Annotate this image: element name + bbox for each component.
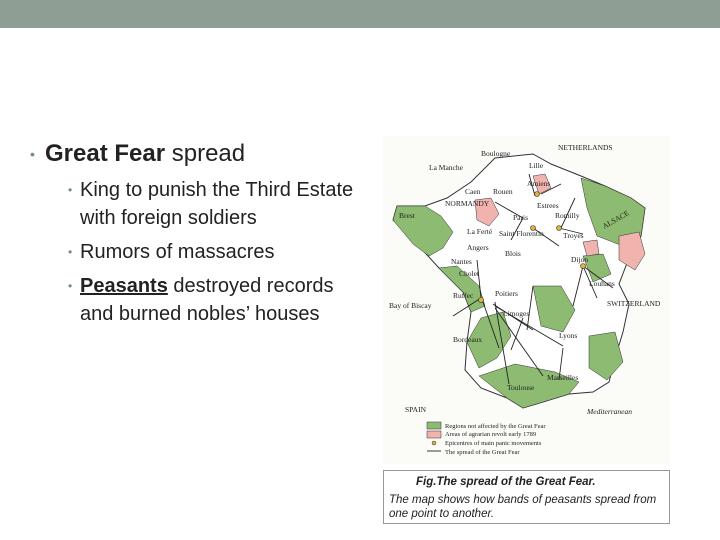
sub-bullet-rest: destroyed records and burned nobles’ houses: [80, 275, 334, 325]
label-toulouse: Toulouse: [507, 383, 535, 392]
label-marseilles: Marseilles: [547, 373, 579, 382]
label-poitiers: Poitiers: [495, 289, 518, 298]
legend-item-revolt: Areas of agrarian revolt early 1789: [445, 431, 537, 438]
sub-bullet-2: [30, 238, 360, 266]
label-la-manche: La Manche: [429, 163, 463, 172]
peasants-term: Peasants: [80, 275, 168, 297]
label-louhans: Louhans: [589, 279, 615, 288]
figure-caption: [383, 470, 670, 524]
caption-label: Fig.: [416, 476, 437, 488]
sub-bullet-3: [30, 272, 360, 328]
label-ruffec: Ruffec: [453, 291, 474, 300]
label-brest: Brest: [399, 211, 415, 220]
label-dijon: Dijon: [571, 255, 589, 264]
label-blois: Blois: [505, 249, 521, 258]
bullet-dot: •: [30, 146, 35, 162]
main-bullet: [30, 138, 360, 170]
label-bay-of-biscay: Bay of Biscay: [389, 301, 432, 310]
label-angers: Angers: [467, 243, 489, 252]
label-switzerland: SWITZERLAND: [607, 299, 661, 308]
france-map-svg: [383, 136, 670, 464]
top-accent-bar: [0, 0, 720, 28]
sub-bullet-1: [30, 176, 360, 232]
label-lyons: Lyons: [559, 331, 578, 340]
label-normandy: NORMANDY: [445, 199, 490, 208]
label-spain: SPAIN: [405, 405, 426, 414]
label-caen: Caen: [465, 187, 481, 196]
label-la-ferte: La Ferté: [467, 227, 493, 236]
label-troyes: Troyes: [563, 231, 584, 240]
label-netherlands: NETHERLANDS: [558, 143, 613, 152]
main-bullet-rest: spread: [165, 140, 246, 167]
sub-bullet-text: King to punish the Third Estate with foreign soldiers: [80, 179, 354, 229]
label-bordeaux: Bordeaux: [453, 335, 483, 344]
sub-bullet-text: Rumors of massacres: [80, 241, 275, 263]
label-paris: Paris: [513, 213, 528, 222]
caption-body: The map shows how bands of peasants spread from one point to another.: [389, 494, 657, 520]
bullet-dot: •: [68, 279, 73, 293]
bullet-list: [30, 138, 360, 328]
label-alsace: ALSACE: [600, 208, 631, 231]
label-nantes: Nantes: [451, 257, 472, 266]
label-amiens: Amiens: [527, 179, 551, 188]
legend-item-spread: The spread of the Great Fear: [445, 449, 520, 456]
great-fear-figure: [383, 136, 670, 526]
legend-epicentre-marker: [432, 441, 436, 445]
label-saint-florentin: Saint Florentin: [499, 229, 544, 238]
caption-title: The spread of the Great Fear.: [436, 476, 596, 488]
legend-item-unaffected: Regions not affected by the Great Fear: [445, 423, 546, 430]
label-limoges: Limoges: [503, 309, 530, 318]
label-boulogne: Boulogne: [481, 149, 511, 158]
label-estrees: Estrees: [537, 201, 559, 210]
label-rouen: Rouen: [493, 187, 513, 196]
label-cholet: Cholet: [459, 269, 479, 278]
map-legend: [427, 422, 546, 456]
legend-item-epicentres: Epicentres of main panic movements: [445, 440, 542, 447]
legend-revolt-swatch: [427, 431, 441, 438]
label-lille: Lille: [529, 161, 544, 170]
france-map: [383, 136, 670, 464]
legend-unaffected-swatch: [427, 422, 441, 429]
bullet-dot: •: [68, 245, 73, 259]
label-mediterranean: Mediterranean: [587, 407, 632, 416]
bullet-dot: •: [68, 183, 73, 197]
great-fear-term: Great Fear: [45, 140, 166, 167]
label-romilly: Romilly: [555, 211, 580, 220]
